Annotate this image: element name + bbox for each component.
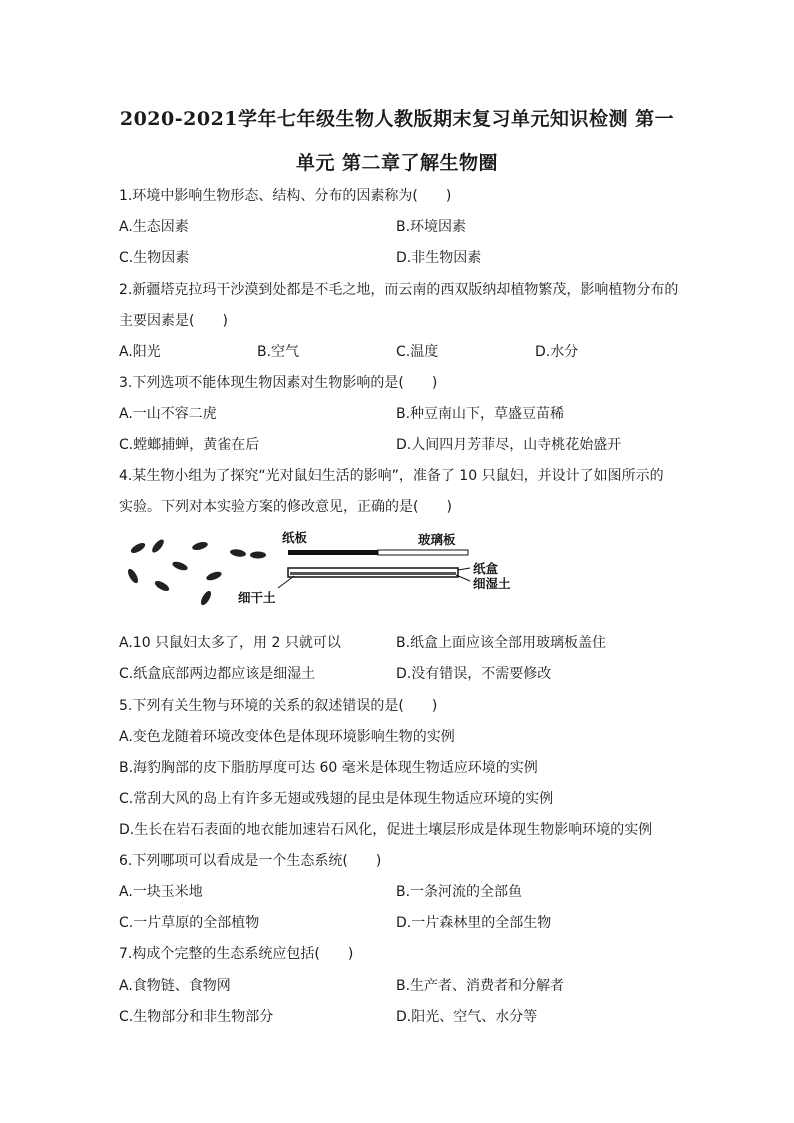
question-1-stem: 1.环境中影响生物形态、结构、分布的因素称为( ) [119, 188, 452, 204]
question-6-option-b[interactable]: B.一条河流的全部鱼 [396, 884, 523, 900]
question-4-option-d[interactable]: D.没有错误，不需要修改 [396, 666, 552, 682]
label-paperboard: 纸板 [282, 530, 308, 545]
question-1-option-a[interactable]: A.生态因素 [119, 219, 189, 235]
paperboard-cover [288, 550, 378, 555]
question-2-option-c[interactable]: C.温度 [396, 344, 439, 360]
woodlouse-6 [171, 560, 188, 572]
woodlouse-1 [129, 541, 146, 555]
label-wet-soil: 细湿土 [473, 576, 511, 591]
question-5-option-a[interactable]: A.变色龙随着环境改变体色是体现环境影响生物的实例 [119, 729, 455, 745]
woodlouse-10 [199, 589, 213, 606]
question-5-option-c[interactable]: C.常刮大风的岛上有许多无翅或残翅的昆虫是体现生物适应环境的实例 [119, 791, 554, 807]
question-4-option-b[interactable]: B.纸盒上面应该全部用玻璃板盖住 [396, 635, 607, 651]
woodlouse-5 [250, 552, 266, 559]
question-2-stem-line-1: 2.新疆塔克拉玛干沙漠到处都是不毛之地，而云南的西双版纳却植物繁茂，影响植物分布的 [119, 282, 679, 298]
glass-cover [378, 550, 468, 555]
question-3-stem: 3.下列选项不能体现生物因素对生物影响的是( ) [119, 375, 438, 391]
question-7-option-c[interactable]: C.生物部分和非生物部分 [119, 1009, 274, 1025]
question-3-option-d[interactable]: D.人间四月芳菲尽，山寺桃花始盛开 [396, 437, 622, 453]
dry-soil-layer [290, 572, 456, 575]
question-3-option-a[interactable]: A.一山不容二虎 [119, 406, 217, 422]
question-7-option-b[interactable]: B.生产者、消费者和分解者 [396, 978, 565, 994]
woodlouse-3 [191, 541, 208, 552]
question-2-stem-line-2: 主要因素是( ) [119, 313, 228, 329]
experiment-figure [118, 528, 538, 618]
question-3-option-b[interactable]: B.种豆南山下，草盛豆苗稀 [396, 406, 565, 422]
question-2-option-d[interactable]: D.水分 [535, 344, 579, 360]
question-6-option-d[interactable]: D.一片森林里的全部生物 [396, 915, 552, 931]
question-2-option-a[interactable]: A.阳光 [119, 344, 161, 360]
question-6-option-c[interactable]: C.一片草原的全部植物 [119, 915, 260, 931]
wet-soil-pointer [456, 575, 470, 581]
question-7-option-a[interactable]: A.食物链、食物网 [119, 978, 231, 994]
box-pointer [458, 568, 470, 570]
question-3-option-c[interactable]: C.螳螂捕蝉，黄雀在后 [119, 437, 260, 453]
question-4-option-c[interactable]: C.纸盒底部两边都应该是细湿土 [119, 666, 316, 682]
label-glass: 玻璃板 [418, 532, 456, 547]
question-5-option-b[interactable]: B.海豹胸部的皮下脂肪厚度可达 60 毫米是体现生物适应环境的实例 [119, 760, 538, 776]
question-4-option-a[interactable]: A.10 只鼠妇太多了，用 2 只就可以 [119, 635, 341, 651]
woodlouse-2 [150, 538, 166, 555]
woodlouse-8 [153, 579, 170, 593]
question-6-option-a[interactable]: A.一块玉米地 [119, 884, 203, 900]
woodlouse-4 [230, 548, 247, 558]
question-1-option-c[interactable]: C.生物因素 [119, 250, 190, 266]
question-6-stem: 6.下列哪项可以看成是一个生态系统( ) [119, 853, 382, 869]
dry-soil-pointer [278, 576, 294, 588]
question-4-stem-line-2: 实验。下列对本实验方案的修改意见，正确的是( ) [119, 499, 452, 515]
label-paper-box: 纸盒 [473, 561, 499, 576]
question-1-option-b[interactable]: B.环境因素 [396, 219, 467, 235]
label-dry-soil: 细干土 [238, 590, 276, 605]
question-7-option-d[interactable]: D.阳光、空气、水分等 [396, 1009, 538, 1025]
question-1-option-d[interactable]: D.非生物因素 [396, 250, 482, 266]
page-title-line-1: 2020-2021学年七年级生物人教版期末复习单元知识检测 第一 [119, 108, 675, 130]
question-5-option-d[interactable]: D.生长在岩石表面的地衣能加速岩石风化，促进土壤层形成是体现生物影响环境的实例 [119, 822, 653, 838]
woodlouse-7 [126, 567, 140, 584]
woodlouse-9 [205, 570, 222, 582]
question-5-stem: 5.下列有关生物与环境的关系的叙述错误的是( ) [119, 698, 438, 714]
page-title-line-2: 单元 第二章了解生物圈 [295, 152, 499, 174]
question-2-option-b[interactable]: B.空气 [257, 344, 300, 360]
question-7-stem: 7.构成个完整的生态系统应包括( ) [119, 946, 354, 962]
question-4-stem-line-1: 4.某生物小组为了探究“光对鼠妇生活的影响”，准备了 10 只鼠妇，并设计了如图所示的 [119, 468, 664, 484]
